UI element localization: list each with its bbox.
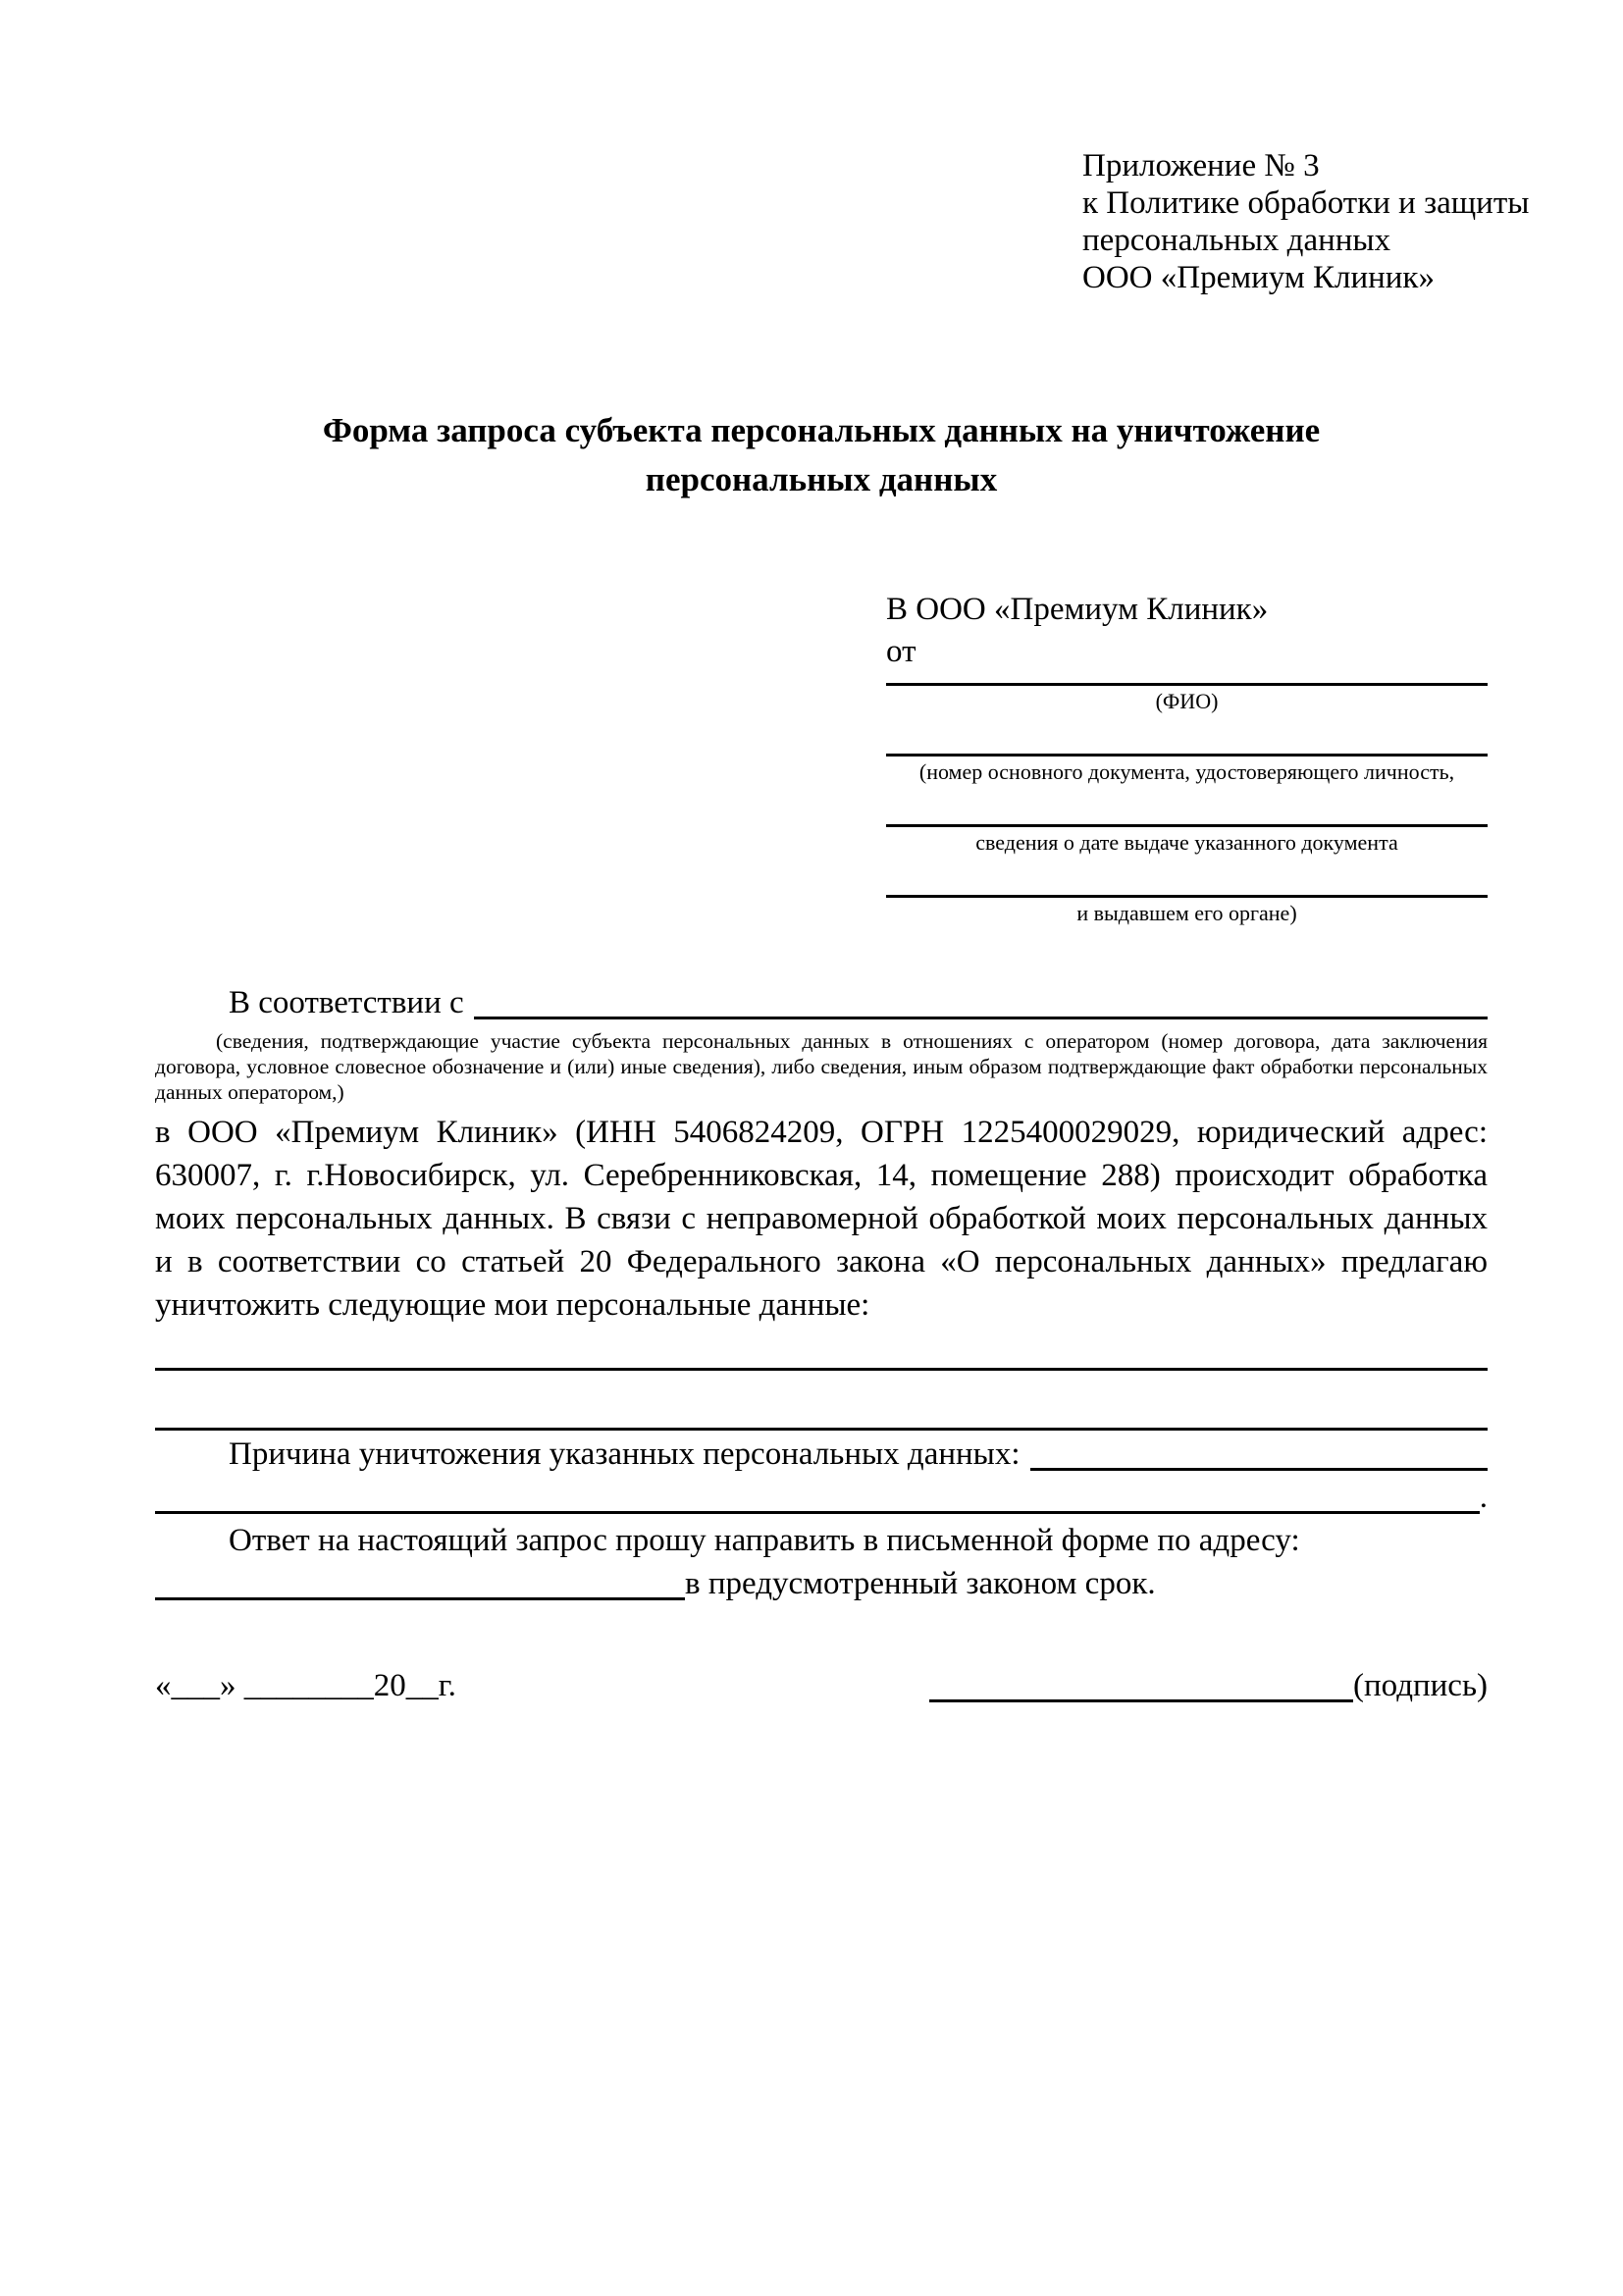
id-document-number-field [886, 714, 1488, 785]
footer-row [155, 1662, 1488, 1707]
reason-continuation-write-line [155, 1476, 1480, 1514]
annex-header-line-1: Приложение № 3 [1082, 148, 1320, 183]
reason-continuation-row [155, 1476, 1488, 1519]
accordance-write-line [474, 981, 1488, 1019]
id-document-issue-date-write-line [886, 785, 1488, 827]
annex-header-line-2: к Политике обработки и защиты [1082, 185, 1530, 221]
id-document-authority-field [886, 856, 1488, 926]
id-document-authority-write-line [886, 856, 1488, 898]
reason-row [155, 1433, 1488, 1476]
signature-group [929, 1662, 1488, 1707]
main-paragraph: в ООО «Премиум Клиник» (ИНН 5406824209, ОГРН 1225400029029, юридический адрес: 630007, г. г.Новосибирск, ул. Серебренниковская, 14, помещение 288) происходит обработка моих персональных данных. В связи с неправомерной обработкой моих персональных данных и в соответствии со статьей 20 Федерального закона «О персональных данных» предлагаю уничтожить следующие мои персональные данные: [155, 1115, 1488, 1323]
date-line: «___» ________20__г. [155, 1668, 456, 1703]
addressee-from-label: от [886, 634, 916, 669]
response-tail: в предусмотренный законом срок. [685, 1566, 1156, 1601]
response-address-write-line [155, 1562, 685, 1600]
fio-field [886, 673, 1488, 714]
id-document-issue-date-field [886, 785, 1488, 856]
response-address-row [155, 1562, 1488, 1605]
reason-write-line [1030, 1433, 1488, 1471]
fio-write-line [886, 673, 1488, 686]
personal-data-write-line-2 [155, 1371, 1488, 1431]
fio-caption: (ФИО) [1155, 689, 1219, 713]
personal-data-write-line-1 [155, 1327, 1488, 1371]
response-lead: Ответ на настоящий запрос прошу направить в письменной форме по адресу: [229, 1523, 1300, 1558]
annex-header [1082, 147, 1530, 296]
id-document-number-write-line [886, 714, 1488, 757]
id-document-number-caption: (номер основного документа, удостоверяющего личность, [918, 759, 1455, 784]
id-document-authority-caption: и выдавшем его органе) [1076, 901, 1297, 925]
signature-write-line [929, 1662, 1353, 1702]
accordance-lead: В соответствии с [229, 985, 464, 1020]
addressee-block [886, 589, 1488, 926]
accordance-row [155, 981, 1488, 1024]
reason-label: Причина уничтожения указанных персональных данных: [229, 1436, 1021, 1472]
annex-header-line-3: персональных данных [1082, 223, 1391, 258]
signature-caption: (подпись) [1353, 1668, 1488, 1703]
accordance-note: (сведения, подтверждающие участие субъекта персональных данных в отношениях с оператором (номер договора, дата заключения договора, условное словесное обозначение и (или) иные сведения), либо сведения, иным образом подтверждающие факт обработки персональных данных оператором,) [155, 1029, 1488, 1104]
annex-header-line-4: ООО «Премиум Клиник» [1082, 260, 1435, 295]
reason-period: . [1479, 1480, 1488, 1515]
page-title: Форма запроса субъекта персональных данных на уничтожение персональных данных [322, 411, 1321, 498]
id-document-issue-date-caption: сведения о дате выдаче указанного документа [975, 830, 1398, 855]
addressee-to: В ООО «Премиум Клиник» [886, 592, 1269, 627]
